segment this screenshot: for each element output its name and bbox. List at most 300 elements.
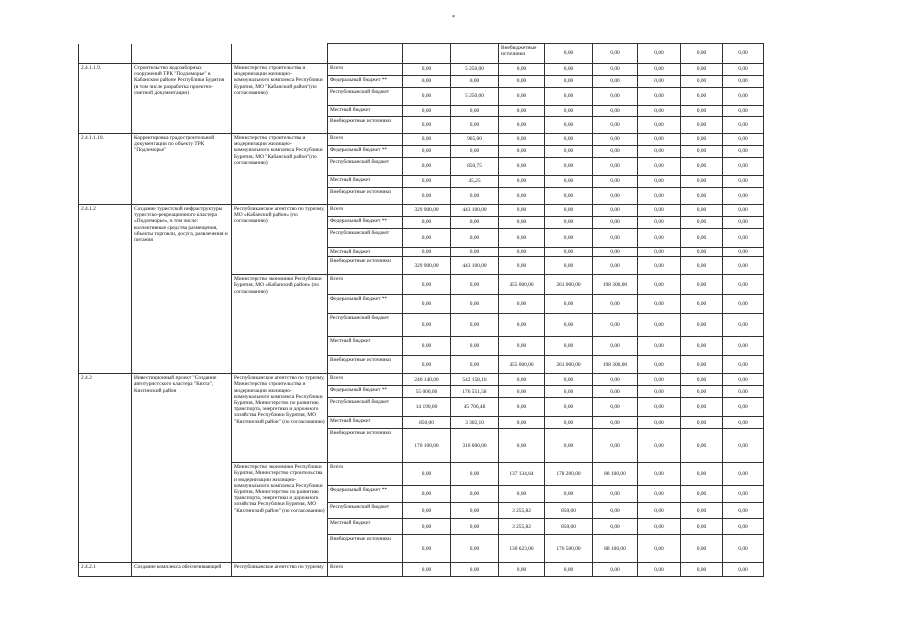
- source-cell: Всего: [328, 64, 403, 76]
- value-cell: 0,00: [638, 503, 681, 519]
- value-cell: 0,00: [681, 188, 723, 205]
- value-cell: 0,00: [499, 205, 545, 217]
- value-cell: 0,00: [638, 337, 681, 356]
- source-cell: Федеральный бюджет **: [328, 76, 403, 88]
- value-cell: 0,00: [681, 314, 723, 337]
- event-cell: Создание комплекса обеспечивающей: [132, 563, 232, 577]
- value-cell: 0,00: [545, 134, 593, 146]
- executor-cell: [232, 44, 328, 64]
- value-cell: 0,00: [451, 106, 499, 117]
- value-cell: 0,00: [499, 117, 545, 134]
- executor-cell: [451, 44, 499, 64]
- value-cell: 0,00: [638, 188, 681, 205]
- value-cell: 443 100,00: [451, 205, 499, 217]
- source-cell: Внебюджетные источники: [328, 356, 403, 374]
- value-cell: 0,00: [593, 374, 638, 386]
- value-cell: 0,00: [403, 503, 451, 519]
- value-cell: 0,00: [593, 417, 638, 429]
- value-cell: 0,00: [638, 76, 681, 88]
- source-cell: Местный бюджет: [328, 176, 403, 188]
- value-cell: 0,00: [403, 486, 451, 503]
- value-cell: 0,00: [545, 314, 593, 337]
- value-cell: 0,00: [723, 117, 764, 134]
- value-cell: 0,00: [403, 275, 451, 295]
- value-cell: 0,00: [723, 374, 764, 386]
- value-cell: 0,00: [638, 417, 681, 429]
- value-cell: 0,00: [638, 44, 681, 64]
- value-cell: 0,00: [681, 463, 723, 486]
- source-cell: Федеральный бюджет **: [328, 486, 403, 503]
- value-cell: 0,00: [451, 535, 499, 563]
- value-cell: 0,00: [499, 64, 545, 76]
- value-cell: 0,00: [499, 337, 545, 356]
- value-cell: 55 000,00: [403, 386, 451, 398]
- value-cell: 0,00: [723, 386, 764, 398]
- value-cell: 0,00: [638, 205, 681, 217]
- value-cell: 0,00: [681, 337, 723, 356]
- value-cell: 0,00: [403, 535, 451, 563]
- value-cell: 0,00: [593, 117, 638, 134]
- value-cell: 178 200,00: [545, 463, 593, 486]
- value-cell: 0,00: [545, 337, 593, 356]
- value-cell: 0,00: [545, 106, 593, 117]
- value-cell: 0,00: [545, 205, 593, 217]
- value-cell: 0,00: [593, 398, 638, 417]
- value-cell: 0,00: [499, 176, 545, 188]
- event-cell: Корректировка градостроительной документации по объекту ТРК "Подлеморье": [132, 134, 232, 205]
- value-cell: 0,00: [545, 176, 593, 188]
- value-cell: 0,00: [499, 429, 545, 463]
- value-cell: 0,00: [403, 134, 451, 146]
- value-cell: 0,00: [593, 503, 638, 519]
- table-row: [79, 64, 764, 76]
- value-cell: 0,00: [638, 314, 681, 337]
- value-cell: 0,00: [545, 248, 593, 257]
- value-cell: 850,00: [545, 519, 593, 535]
- value-cell: 0,00: [499, 314, 545, 337]
- value-cell: 0,00: [681, 374, 723, 386]
- value-cell: 0,00: [681, 257, 723, 275]
- source-cell: Внебюджетные источники: [328, 117, 403, 134]
- value-cell: 0,00: [723, 176, 764, 188]
- value-cell: 0,00: [723, 295, 764, 314]
- value-cell: 0,00: [638, 563, 681, 577]
- value-cell: 0,00: [593, 563, 638, 577]
- value-cell: 0,00: [638, 398, 681, 417]
- value-cell: 0,00: [593, 146, 638, 158]
- value-cell: 0,00: [451, 295, 499, 314]
- value-cell: 0,00: [681, 295, 723, 314]
- value-cell: 0,00: [723, 76, 764, 88]
- value-cell: 0,00: [593, 217, 638, 229]
- source-cell: Республиканский бюджет: [328, 229, 403, 248]
- value-cell: 0,00: [681, 486, 723, 503]
- value-cell: 0,00: [593, 248, 638, 257]
- value-cell: 0,00: [499, 88, 545, 106]
- value-cell: 0,00: [451, 356, 499, 374]
- value-cell: 0,00: [403, 188, 451, 205]
- value-cell: 0,00: [451, 503, 499, 519]
- value-cell: 0,00: [545, 486, 593, 503]
- value-cell: 45 706,48: [451, 398, 499, 417]
- value-cell: 0,00: [681, 134, 723, 146]
- value-cell: 0,00: [545, 257, 593, 275]
- source-cell: Федеральный бюджет **: [328, 386, 403, 398]
- value-cell: 0,00: [723, 535, 764, 563]
- value-cell: 0,00: [681, 398, 723, 417]
- value-cell: 0,00: [499, 158, 545, 176]
- value-cell: 850,75: [451, 158, 499, 176]
- executor-cell: Республиканское агентство по туризму, МО «Кабанский район» (по согласованию): [232, 205, 328, 275]
- value-cell: 0,00: [593, 176, 638, 188]
- value-cell: 0,00: [451, 337, 499, 356]
- value-cell: 0,00: [403, 76, 451, 88]
- value-cell: 0,00: [593, 337, 638, 356]
- value-cell: 0,00: [681, 205, 723, 217]
- event-cell: Создание туристской инфраструктуры туристско-рекреационного кластера «Подлеморье», в том числе: коллективные средства размещения, объекты торговли, досуга, развлечения и питания: [132, 205, 232, 374]
- value-cell: 0,00: [545, 188, 593, 205]
- value-cell: 0,00: [638, 146, 681, 158]
- value-cell: 5 250,00: [451, 64, 499, 76]
- value-cell: 170 100,00: [403, 429, 451, 463]
- source-cell: Всего: [328, 563, 403, 577]
- value-cell: 0,00: [403, 217, 451, 229]
- source-cell: Республиканский бюджет: [328, 88, 403, 106]
- source-cell: Внебюджетные источники: [328, 429, 403, 463]
- value-cell: 137 134,64: [499, 463, 545, 486]
- value-cell: 0,00: [403, 146, 451, 158]
- value-cell: 0,00: [499, 398, 545, 417]
- value-cell: 0,00: [723, 519, 764, 535]
- value-cell: 0,00: [593, 314, 638, 337]
- value-cell: 0,00: [593, 44, 638, 64]
- executor-cell: Министерство экономики Республики Бурятия, Министерство строительства и модернизации жилищно-коммунального комплекса Республики Бурятия, Министерство по развитию транспорта, энергетики и дорожного хозяйства Республики Бурятия, МО "Кяхтинский район" (по согласованию): [232, 463, 328, 563]
- value-cell: 0,00: [681, 248, 723, 257]
- source-cell: Всего: [328, 374, 403, 386]
- value-cell: 0,00: [499, 295, 545, 314]
- value-cell: 0,00: [638, 386, 681, 398]
- source-cell: Внебюджетные источники: [328, 257, 403, 275]
- source-cell: Внебюджетные источники: [328, 188, 403, 205]
- value-cell: 0,00: [681, 535, 723, 563]
- value-cell: 0,00: [593, 64, 638, 76]
- value-cell: 0,00: [723, 44, 764, 64]
- executor-cell: Республиканское агентство по туризму, Министерство строительства и модернизации жилищно-коммунального комплекса Республики Бурятия, Министерство по развитию транспорта, энергетики и дорожного хозяйства Республики Бурятия, МО "Кяхтинский район" (по согласованию): [232, 374, 328, 463]
- value-cell: 0,00: [545, 563, 593, 577]
- value-cell: 0,00: [403, 519, 451, 535]
- source-cell: Республиканский бюджет: [328, 314, 403, 337]
- value-cell: 0,00: [681, 275, 723, 295]
- value-cell: 0,00: [681, 563, 723, 577]
- value-cell: 329 900,00: [403, 257, 451, 275]
- value-cell: 0,00: [499, 417, 545, 429]
- source-cell: Всего: [328, 463, 403, 486]
- table-row: [79, 134, 764, 146]
- value-cell: 0,00: [499, 76, 545, 88]
- num-cell: 2.4.2.1: [79, 563, 132, 577]
- value-cell: 0,00: [499, 374, 545, 386]
- value-cell: 0,00: [545, 146, 593, 158]
- executor-cell: Республиканское агентство по туризму: [232, 563, 328, 577]
- value-cell: 0,00: [638, 64, 681, 76]
- value-cell: 0,00: [638, 117, 681, 134]
- value-cell: 0,00: [681, 519, 723, 535]
- value-cell: 0,00: [545, 217, 593, 229]
- value-cell: 0,00: [723, 314, 764, 337]
- value-cell: 0,00: [403, 295, 451, 314]
- num-cell: [79, 44, 132, 64]
- table-row: [79, 374, 764, 386]
- value-cell: 0,00: [638, 106, 681, 117]
- value-cell: 0,00: [403, 314, 451, 337]
- value-cell: 0,00: [499, 146, 545, 158]
- value-cell: 14 190,00: [403, 398, 451, 417]
- value-cell: 0,00: [451, 248, 499, 257]
- value-cell: 0,00: [403, 64, 451, 76]
- value-cell: 0,00: [451, 117, 499, 134]
- value-cell: 0,00: [499, 229, 545, 248]
- value-cell: 0,00: [723, 356, 764, 374]
- value-cell: 0,00: [403, 463, 451, 486]
- value-cell: 329 900,00: [403, 205, 451, 217]
- table-row: [79, 44, 764, 64]
- value-cell: 0,00: [593, 486, 638, 503]
- value-cell: 0,00: [681, 417, 723, 429]
- value-cell: 0,00: [681, 356, 723, 374]
- value-cell: 0,00: [403, 158, 451, 176]
- table-row: [79, 563, 764, 577]
- value-cell: 0,00: [499, 188, 545, 205]
- value-cell: 0,00: [638, 374, 681, 386]
- value-cell: 0,00: [723, 188, 764, 205]
- value-cell: 0,00: [451, 463, 499, 486]
- value-cell: 455 000,00: [499, 275, 545, 295]
- page-marker: *: [452, 15, 455, 21]
- source-cell: Местный бюджет: [328, 337, 403, 356]
- value-cell: 0,00: [403, 106, 451, 117]
- value-cell: 176 551,58: [451, 386, 499, 398]
- value-cell: 0,00: [499, 257, 545, 275]
- value-cell: 850,00: [545, 503, 593, 519]
- value-cell: 0,00: [681, 217, 723, 229]
- value-cell: 0,00: [638, 88, 681, 106]
- source-cell: Республиканский бюджет: [328, 398, 403, 417]
- value-cell: 0,00: [638, 158, 681, 176]
- value-cell: 443 100,00: [451, 257, 499, 275]
- value-cell: 316 600,00: [451, 429, 499, 463]
- value-cell: 0,00: [638, 519, 681, 535]
- value-cell: 0,00: [403, 176, 451, 188]
- value-cell: 0,00: [723, 158, 764, 176]
- value-cell: 0,00: [723, 463, 764, 486]
- value-cell: 0,00: [681, 503, 723, 519]
- executor-cell: Министерство экономики Республики Бурятия, МО «Кабанский район» (по согласованию): [232, 275, 328, 374]
- value-cell: 0,00: [403, 563, 451, 577]
- value-cell: 0,00: [638, 356, 681, 374]
- value-cell: 0,00: [593, 257, 638, 275]
- value-cell: 0,00: [723, 417, 764, 429]
- value-cell: 88 100,00: [593, 463, 638, 486]
- value-cell: 0,00: [723, 398, 764, 417]
- value-cell: 0,00: [638, 248, 681, 257]
- value-cell: 0,00: [545, 64, 593, 76]
- value-cell: 0,00: [723, 88, 764, 106]
- num-cell: 2.4.1.1.10.: [79, 134, 132, 205]
- value-cell: 88 100,00: [593, 535, 638, 563]
- value-cell: 0,00: [723, 429, 764, 463]
- table-body: [79, 44, 764, 577]
- value-cell: 0,00: [545, 398, 593, 417]
- value-cell: 0,00: [723, 275, 764, 295]
- value-cell: 0,00: [545, 417, 593, 429]
- value-cell: 0,00: [638, 229, 681, 248]
- value-cell: 0,00: [403, 356, 451, 374]
- value-cell: 0,00: [593, 106, 638, 117]
- source-cell: Местный бюджет: [328, 248, 403, 257]
- source-cell: Всего: [328, 205, 403, 217]
- value-cell: 0,00: [499, 134, 545, 146]
- value-cell: 0,00: [593, 134, 638, 146]
- value-cell: 0,00: [499, 386, 545, 398]
- value-cell: 3 255,82: [499, 519, 545, 535]
- budget-table: [78, 43, 764, 577]
- value-cell: 0,00: [723, 503, 764, 519]
- value-cell: 0,00: [499, 486, 545, 503]
- value-cell: 0,00: [681, 176, 723, 188]
- num-cell: [328, 44, 403, 64]
- source-cell: Местный бюджет: [328, 417, 403, 429]
- value-cell: 0,00: [545, 229, 593, 248]
- value-cell: 0,00: [499, 248, 545, 257]
- value-cell: 0,00: [723, 257, 764, 275]
- source-cell: Всего: [328, 134, 403, 146]
- value-cell: 0,00: [499, 106, 545, 117]
- value-cell: 0,00: [545, 158, 593, 176]
- value-cell: 0,00: [638, 486, 681, 503]
- executor-cell: Министерство строительства и модернизации жилищно-коммунального комплекса Республики Бурятия, МО "Кабанский район"(по согласованию): [232, 134, 328, 205]
- source-cell: Местный бюджет: [328, 106, 403, 117]
- value-cell: 0,00: [681, 158, 723, 176]
- table-row: [79, 205, 764, 217]
- value-cell: 0,00: [723, 486, 764, 503]
- value-cell: 0,00: [403, 229, 451, 248]
- value-cell: 0,00: [499, 563, 545, 577]
- value-cell: 0,00: [403, 337, 451, 356]
- source-cell: Местный бюджет: [328, 519, 403, 535]
- value-cell: 240 140,00: [403, 374, 451, 386]
- value-cell: 0,00: [593, 519, 638, 535]
- value-cell: 0,00: [593, 76, 638, 88]
- source-cell: Внебюджетные источники: [328, 535, 403, 563]
- value-cell: 0,00: [681, 117, 723, 134]
- event-cell: Строительство водозаборных сооружений ТРК "Подлеморье" в Кабанском районе Республики Бурятия (в том числе разработка проектно-сметной документации): [132, 64, 232, 134]
- value-cell: 198 300,00: [593, 275, 638, 295]
- executor-cell: Министерство строительства и модернизации жилищно-коммунального комплекса Республики Бурятия, МО "Кабанский район"(по согласованию): [232, 64, 328, 134]
- value-cell: 0,00: [403, 117, 451, 134]
- value-cell: 0,00: [681, 76, 723, 88]
- value-cell: 0,00: [451, 76, 499, 88]
- value-cell: 0,00: [593, 188, 638, 205]
- value-cell: 0,00: [681, 44, 723, 64]
- value-cell: 0,00: [451, 314, 499, 337]
- value-cell: 176 500,00: [545, 535, 593, 563]
- value-cell: 0,00: [451, 486, 499, 503]
- value-cell: 0,00: [545, 88, 593, 106]
- value-cell: 0,00: [681, 88, 723, 106]
- value-cell: 0,00: [638, 134, 681, 146]
- value-cell: 542 158,16: [451, 374, 499, 386]
- value-cell: 0,00: [681, 64, 723, 76]
- value-cell: 0,00: [723, 563, 764, 577]
- value-cell: 0,00: [638, 535, 681, 563]
- value-cell: 0,00: [545, 386, 593, 398]
- value-cell: 0,00: [545, 44, 593, 64]
- value-cell: 0,00: [638, 176, 681, 188]
- num-cell: 2.4.1.2: [79, 205, 132, 374]
- value-cell: 3 255,82: [499, 503, 545, 519]
- value-cell: 0,00: [593, 205, 638, 217]
- value-cell: 0,00: [545, 429, 593, 463]
- source-cell: Республиканский бюджет: [328, 503, 403, 519]
- value-cell: 0,00: [681, 386, 723, 398]
- value-cell: 0,00: [403, 88, 451, 106]
- event-cell: [132, 44, 232, 64]
- event-cell: Инвестиционный проект "Создание автотуристского кластера "Кяхта", Кяхтинский район: [132, 374, 232, 563]
- value-cell: 0,00: [723, 229, 764, 248]
- value-cell: 261 000,00: [545, 356, 593, 374]
- value-cell: 0,00: [723, 217, 764, 229]
- value-cell: 0,00: [451, 229, 499, 248]
- value-cell: 0,00: [723, 64, 764, 76]
- value-cell: 0,00: [451, 146, 499, 158]
- value-cell: 965,00: [451, 134, 499, 146]
- value-cell: 0,00: [638, 295, 681, 314]
- source-cell: Внебюджетные источники: [499, 44, 545, 64]
- value-cell: 0,00: [681, 146, 723, 158]
- value-cell: 0,00: [499, 217, 545, 229]
- value-cell: 0,00: [545, 76, 593, 88]
- value-cell: 0,00: [681, 106, 723, 117]
- source-cell: Федеральный бюджет **: [328, 146, 403, 158]
- value-cell: 0,00: [638, 257, 681, 275]
- value-cell: 0,00: [403, 248, 451, 257]
- value-cell: 0,00: [638, 217, 681, 229]
- value-cell: 0,00: [451, 188, 499, 205]
- value-cell: 0,00: [593, 158, 638, 176]
- value-cell: 0,00: [451, 217, 499, 229]
- value-cell: 0,00: [545, 117, 593, 134]
- num-cell: 2.4.1.1.9.: [79, 64, 132, 134]
- value-cell: 0,00: [723, 248, 764, 257]
- value-cell: 0,00: [593, 429, 638, 463]
- value-cell: 0,00: [451, 275, 499, 295]
- value-cell: 5 250,00: [451, 88, 499, 106]
- value-cell: 0,00: [723, 106, 764, 117]
- num-cell: 2.4.2: [79, 374, 132, 563]
- value-cell: 0,00: [723, 134, 764, 146]
- value-cell: 0,00: [451, 563, 499, 577]
- source-cell: Республиканский бюджет: [328, 158, 403, 176]
- source-cell: Всего: [328, 275, 403, 295]
- value-cell: 45,25: [451, 176, 499, 188]
- value-cell: 0,00: [681, 229, 723, 248]
- value-cell: 0,00: [723, 146, 764, 158]
- value-cell: 0,00: [638, 275, 681, 295]
- value-cell: 0,00: [545, 374, 593, 386]
- value-cell: 455 000,00: [499, 356, 545, 374]
- value-cell: 0,00: [723, 205, 764, 217]
- value-cell: 0,00: [593, 88, 638, 106]
